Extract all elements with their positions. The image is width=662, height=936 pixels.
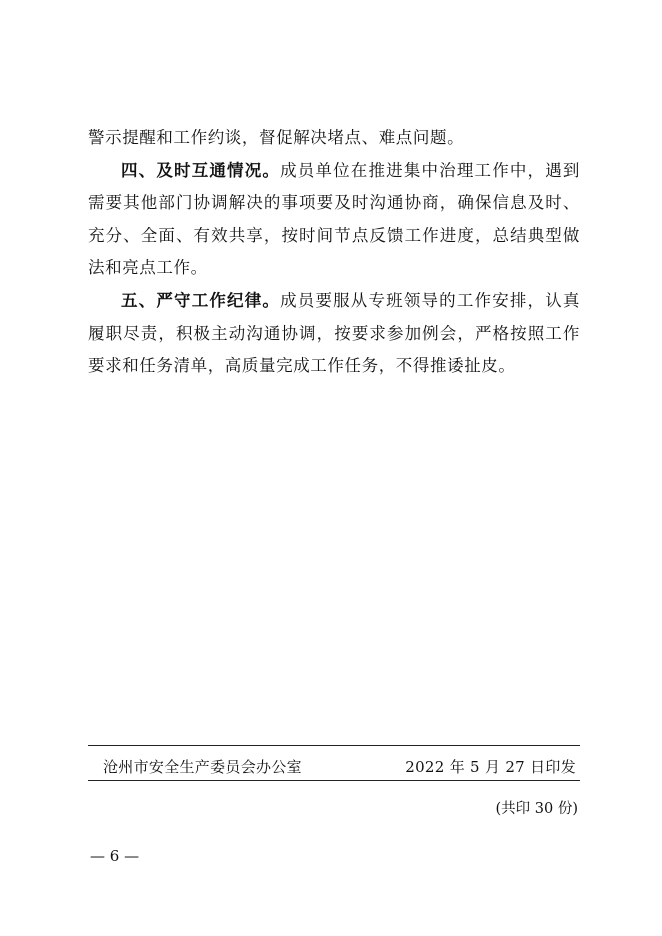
paragraph-continuation-text: 警示提醒和工作约谈，督促解决堵点、难点问题。 <box>88 128 465 147</box>
paragraph-section-5 <box>88 285 580 383</box>
issue-date: 2022 年 5 月 27 日印发 <box>405 758 576 776</box>
section-4-text: 成员单位在推进集中治理工作中，遇到需要其他部门协调解决的事项要及时沟通协商，确保信息及时、充分、全面、有效共享，按时间节点反馈工作进度，总结典型做法和亮点工作。 <box>88 160 581 278</box>
paragraph-section-4 <box>88 155 580 285</box>
paragraph-continuation <box>88 122 580 155</box>
page-number: — 6 — <box>90 847 140 865</box>
section-5-text: 成员要服从专班领导的工作安排，认真履职尽责，积极主动沟通协调，按要求参加例会，严格按照工作要求和任务清单，高质量完成工作任务，不得推诿扯皮。 <box>88 290 581 376</box>
print-copies: (共印 30 份) <box>495 801 578 817</box>
issuer: 沧州市安全生产委员会办公室 <box>103 758 302 776</box>
section-5-heading: 五、严守工作纪律。 <box>121 290 281 310</box>
footer-top-rule <box>88 745 580 746</box>
body-text <box>88 122 580 383</box>
section-4-heading: 四、及时互通情况。 <box>121 160 281 180</box>
footer-bottom-rule <box>88 780 580 781</box>
